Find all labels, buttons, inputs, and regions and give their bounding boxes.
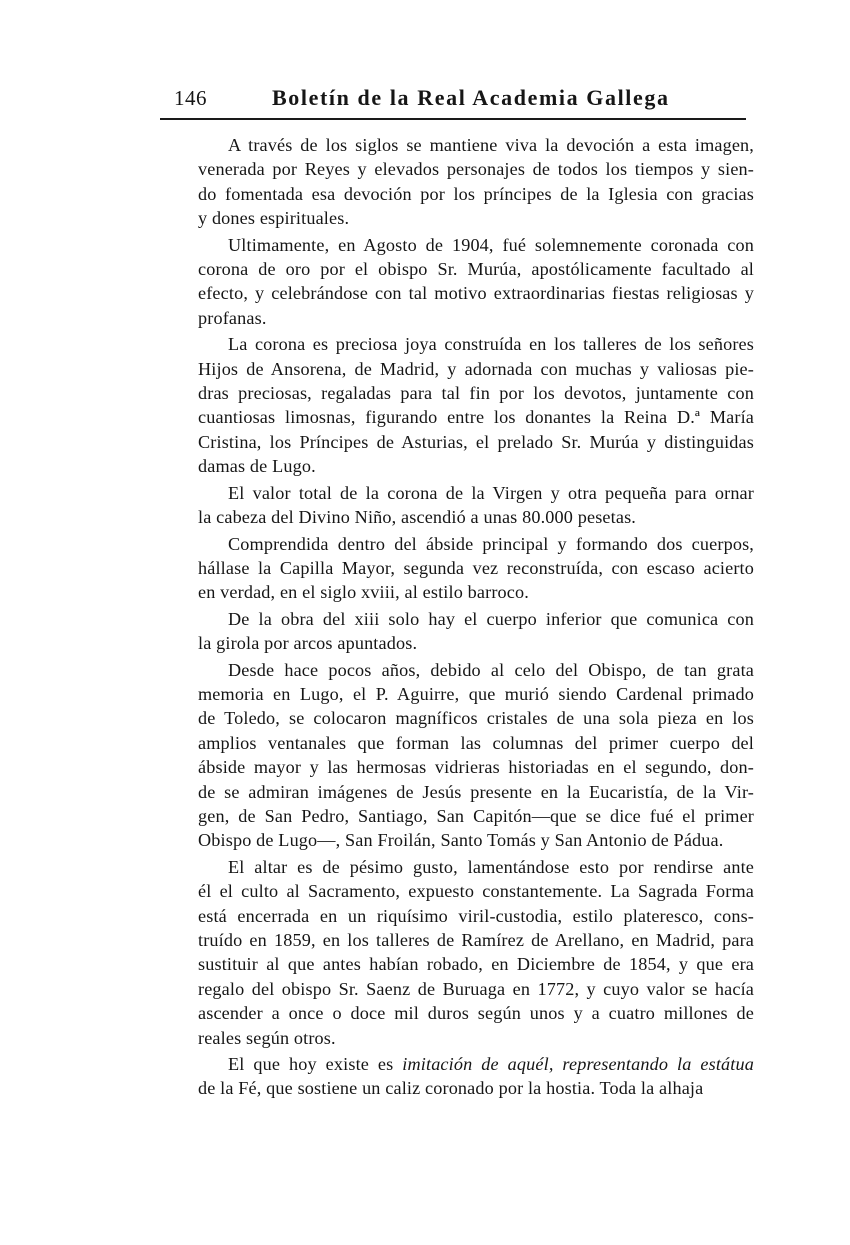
text-line: De la obra del xiii solo hay el cuerpo inferior que comunica con xyxy=(228,608,754,629)
text-line: la cabeza del Divino Niño, ascendió a unas 80.000 pesetas. xyxy=(198,507,636,528)
text-line: en verdad, en el siglo xviii, al estilo barroco. xyxy=(198,582,529,603)
text-line: de se admiran imágenes de Jesús presente en la Eucaristía, de la Vir- xyxy=(198,781,754,802)
text-line: La corona es preciosa joya construída en los talleres de los señores xyxy=(228,334,754,355)
text-line: reales según otros. xyxy=(198,1027,336,1048)
text-line: hállase la Capilla Mayor, segunda vez reconstruída, con escaso acierto xyxy=(198,557,754,578)
text-line: do fomentada esa devoción por los príncipes de la Iglesia con gracias xyxy=(198,183,754,204)
text-line: gen, de San Pedro, Santiago, San Capitón—que se dice fué el primer xyxy=(198,805,754,826)
paragraph xyxy=(168,607,754,656)
text-line: El altar es de pésimo gusto, lamentándose esto por rendirse ante xyxy=(228,856,754,877)
body-text xyxy=(168,133,754,1101)
text-line: dras preciosas, regaladas para tal fin por los devotos, juntamente con xyxy=(198,383,754,404)
paragraph xyxy=(168,332,754,478)
text-line: cuantiosas limosnas, figurando entre los donantes la Reina D.ª María xyxy=(198,407,754,428)
journal-title: Boletín de la Real Academia Gallega xyxy=(272,85,670,110)
text-line: amplios ventanales que forman las columnas del primer cuerpo del xyxy=(198,732,754,753)
text-line: está encerrada en un riquísimo viril-custodia, estilo plateresco, cons- xyxy=(198,905,754,926)
text-line: El que hoy existe es imitación de aquél, representando la estátua xyxy=(228,1054,754,1075)
paragraph xyxy=(168,855,754,1050)
text-line: la girola por arcos apuntados. xyxy=(198,633,418,654)
text-line: de la Fé, que sostiene un caliz coronado por la hostia. Toda la alhaja xyxy=(198,1078,704,1099)
paragraph xyxy=(168,133,754,231)
text-line: corona de oro por el obispo Sr. Murúa, apostólicamente facultado al xyxy=(198,259,754,280)
text-line: ábside mayor y las hermosas vidrieras historiadas en el segundo, don- xyxy=(198,757,754,778)
text-line: damas de Lugo. xyxy=(198,456,316,477)
text-line: Desde hace pocos años, debido al celo del Obispo, de tan grata xyxy=(228,659,754,680)
text-line: truído en 1859, en los talleres de Ramírez de Arellano, en Madrid, para xyxy=(198,930,754,950)
text-line: y dones espirituales. xyxy=(198,208,350,229)
text-line: Hijos de Ansorena, de Madrid, y adornada con muchas y valiosas pie- xyxy=(198,358,754,379)
text-line: de Toledo, se colocaron magníficos cristales de una sola pieza en los xyxy=(198,708,754,729)
text-line: Obispo de Lugo—, San Froilán, Santo Tomás y San Antonio de Pádua. xyxy=(198,830,724,851)
paragraph xyxy=(168,233,754,331)
text-line: efecto, y celebrándose con tal motivo extraordinarias fiestas religiosas y xyxy=(198,283,754,304)
text-line: venerada por Reyes y elevados personajes de todos los tiempos y sien- xyxy=(198,159,754,180)
text-line: Ultimamente, en Agosto de 1904, fué solemnemente coronada con xyxy=(228,234,754,255)
text-line: ascender a once o doce mil duros según unos y a cuatro millones de xyxy=(198,1003,754,1024)
text-line: A través de los siglos se mantiene viva la devoción a esta imagen, xyxy=(228,135,754,155)
text-line: El valor total de la corona de la Virgen y otra pequeña para ornar xyxy=(228,482,754,503)
text-line: sustituir al que antes habían robado, en Diciembre de 1854, y que era xyxy=(198,954,754,975)
running-head xyxy=(168,86,758,116)
text-line: Cristina, los Príncipes de Asturias, el prelado Sr. Murúa y distinguidas xyxy=(198,431,754,452)
text-line: él el culto al Sacramento, expuesto constantemente. La Sagrada Forma xyxy=(198,881,754,902)
paragraph xyxy=(168,532,754,605)
text-line: Comprendida dentro del ábside principal y formando dos cuerpos, xyxy=(228,533,754,554)
paragraph xyxy=(168,481,754,530)
text-line: regalo del obispo Sr. Saenz de Buruaga en 1772, y cuyo valor se hacía xyxy=(198,978,754,999)
text-line: profanas. xyxy=(198,307,267,328)
paragraph xyxy=(168,1052,754,1101)
paragraph xyxy=(168,658,754,853)
italic-text: imitación de aquél, representando la estátua xyxy=(402,1054,754,1075)
page-number: 146 xyxy=(174,86,207,110)
header-rule xyxy=(160,118,746,120)
text-line: memoria en Lugo, el P. Aguirre, que murió siendo Cardenal primado xyxy=(198,683,754,704)
